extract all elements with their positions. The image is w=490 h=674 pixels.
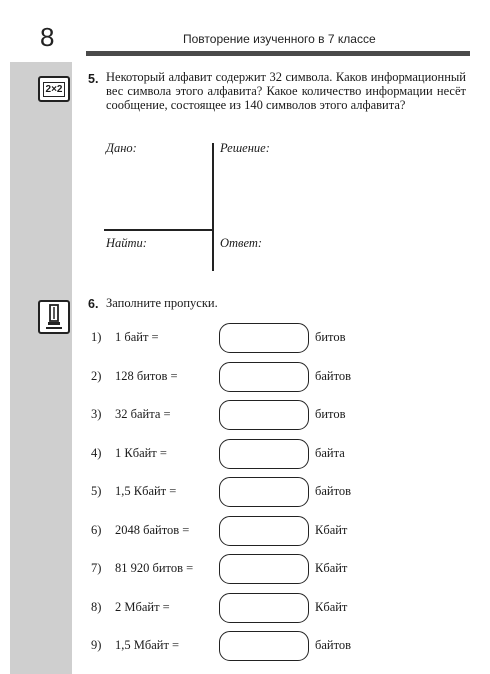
header-rule bbox=[86, 51, 470, 56]
row-index: 2) bbox=[91, 369, 102, 383]
answer-box[interactable] bbox=[219, 631, 309, 661]
row-expression: 2048 байтов = bbox=[115, 523, 190, 537]
fill-in-row bbox=[91, 593, 471, 623]
answer-box[interactable] bbox=[219, 516, 309, 546]
row-index: 4) bbox=[91, 446, 102, 460]
answer-box[interactable] bbox=[219, 323, 309, 353]
row-unit: Кбайт bbox=[315, 561, 348, 575]
solution-label: Решение: bbox=[220, 141, 270, 155]
fill-in-row bbox=[91, 631, 471, 661]
row-expression: 1 Кбайт = bbox=[115, 446, 167, 460]
given-label: Дано: bbox=[106, 141, 137, 155]
row-index: 6) bbox=[91, 523, 102, 537]
row-index: 7) bbox=[91, 561, 102, 575]
form-vertical-divider bbox=[212, 143, 214, 271]
task-5-text: Некоторый алфавит содержит 32 символа. Каков информационный вес символа этого алфавита? Какое количество информации несёт сообщение, состоящее из 140 символов этого алфавита? bbox=[106, 70, 466, 112]
row-unit: байтов bbox=[315, 484, 352, 498]
row-expression: 1,5 Мбайт = bbox=[115, 638, 180, 652]
pen-icon-graphic bbox=[43, 303, 65, 331]
row-unit: байта bbox=[315, 446, 345, 460]
row-expression: 81 920 битов = bbox=[115, 561, 194, 575]
row-expression: 2 Мбайт = bbox=[115, 600, 170, 614]
answer-box[interactable] bbox=[219, 400, 309, 430]
answer-label: Ответ: bbox=[220, 236, 263, 250]
answer-box[interactable] bbox=[219, 439, 309, 469]
row-unit: байтов bbox=[315, 369, 352, 383]
fill-in-row bbox=[91, 477, 471, 507]
math-badge-icon bbox=[38, 76, 70, 102]
row-index: 5) bbox=[91, 484, 102, 498]
row-index: 1) bbox=[91, 330, 102, 344]
page-header-title: Повторение изученного в 7 классе bbox=[183, 32, 376, 46]
fill-in-row bbox=[91, 400, 471, 430]
side-strip bbox=[10, 62, 72, 674]
answer-box[interactable] bbox=[219, 362, 309, 392]
task-6-text: Заполните пропуски. bbox=[106, 296, 218, 310]
fill-in-row bbox=[91, 554, 471, 584]
badge-label: 2×2 bbox=[43, 82, 66, 97]
row-expression: 128 битов = bbox=[115, 369, 178, 383]
fill-in-row bbox=[91, 323, 471, 353]
row-unit: Кбайт bbox=[315, 523, 348, 537]
fill-in-row bbox=[91, 516, 471, 546]
row-index: 3) bbox=[91, 407, 102, 421]
page-number: 8 bbox=[40, 22, 55, 52]
row-expression: 32 байта = bbox=[115, 407, 171, 421]
row-unit: байтов bbox=[315, 638, 352, 652]
row-unit: битов bbox=[315, 407, 346, 421]
answer-box[interactable] bbox=[219, 477, 309, 507]
answer-box[interactable] bbox=[219, 554, 309, 584]
row-unit: битов bbox=[315, 330, 346, 344]
row-unit: Кбайт bbox=[315, 600, 348, 614]
row-index: 8) bbox=[91, 600, 102, 614]
task-6-number: 6. bbox=[88, 297, 99, 311]
fill-in-row bbox=[91, 362, 471, 392]
fill-in-row bbox=[91, 439, 471, 469]
row-index: 9) bbox=[91, 638, 102, 652]
task-5-number: 5. bbox=[88, 72, 99, 86]
row-expression: 1,5 Кбайт = bbox=[115, 484, 177, 498]
answer-box[interactable] bbox=[219, 593, 309, 623]
form-horizontal-divider bbox=[104, 229, 213, 231]
pen-icon bbox=[38, 300, 70, 334]
find-label: Найти: bbox=[106, 236, 147, 250]
row-expression: 1 байт = bbox=[115, 330, 159, 344]
